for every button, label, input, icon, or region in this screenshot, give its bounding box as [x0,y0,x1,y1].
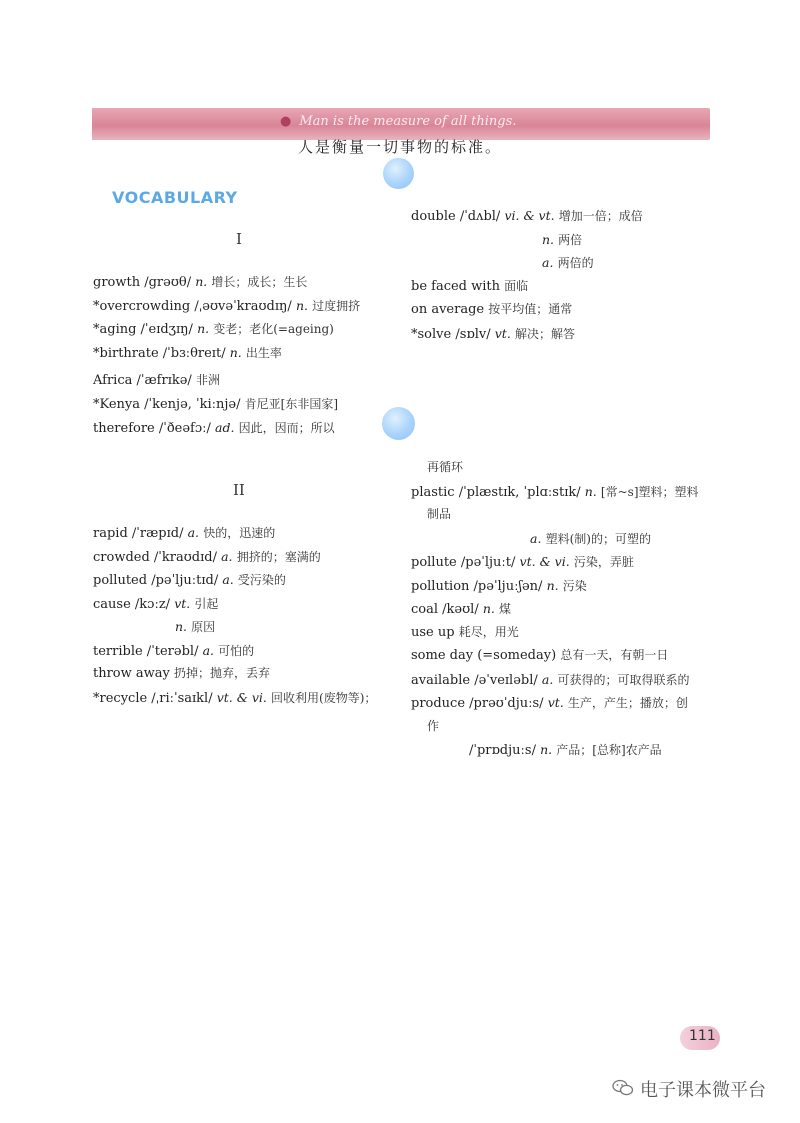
vocab-entry [411,228,643,252]
definition: 耗尽，用光 [458,624,519,639]
decor-bubble-top [383,158,414,189]
right-list-top [411,204,643,345]
vocab-entry [93,545,376,569]
definition: 再循环 [427,460,464,474]
definition: 拥挤的；塞满的 [236,549,321,564]
vocab-entry [411,456,699,480]
headword: on average [411,302,485,317]
definition: 变老；老化(=ageing) [213,322,334,336]
vocab-entry [93,521,376,545]
vocab-entry [411,204,643,228]
vocab-entry [411,691,699,715]
definition: 引起 [194,596,219,611]
definition: 可获得的；可取得联系的 [557,672,690,687]
vocab-entry [411,251,643,275]
definition: 煤 [499,602,512,616]
vocab-entry [93,639,376,663]
vocab-entry [93,270,360,294]
part-of-speech: n. [546,577,559,593]
vocab-entry [93,416,338,440]
headword: *aging /ˈeɪdʒɪŋ/ [93,322,193,337]
definition: 非洲 [195,373,220,387]
definition: [常~s]塑料；塑料 [600,484,699,499]
wechat-icon [612,1079,634,1097]
right-list-bottom [411,456,699,762]
definition: 肯尼亚[东非国家] [244,396,339,411]
definition: 按平均值；通常 [488,302,573,316]
banner-quote-en [280,114,516,129]
decor-bubble-middle [382,407,415,440]
headword: pollution /pəˈljuːʃən/ [411,578,543,594]
vocab-entry [411,621,699,645]
banner-quote-cn: 人是衡量一切事物的标准。 [298,138,503,156]
headword: plastic /ˈplæstɪk, ˈplɑːstɪk/ [411,484,581,500]
definition: 污染 [562,578,587,593]
headword: *recycle /ˌriːˈsaɪkl/ [93,690,213,706]
definition: 制品 [427,507,452,521]
vocab-entry [411,574,699,598]
vocabulary-title: VOCABULARY [112,188,238,207]
headword: double /ˈdʌbl/ [411,209,501,224]
vocab-entry [93,393,338,417]
vocab-entry [411,644,699,668]
vocab-entry [411,503,699,527]
vocab-entry [93,662,376,686]
definition: 过度拥挤 [312,298,361,313]
headword: coal /kəʊl/ [411,602,479,617]
definition: 污染，弄脏 [573,555,634,569]
vocab-entry [93,294,360,318]
definition: 出生率 [245,345,282,360]
vocab-entry [93,341,360,365]
vocab-entry [411,275,643,299]
headword: available /əˈveɪləbl/ [411,672,538,688]
headword: some day (=someday) [411,648,557,663]
definition: 生产，产生；播放；创 [567,696,688,710]
vocab-entry [411,738,699,762]
headword: growth /grəʊθ/ [93,275,192,290]
part-of-speech: n. [584,483,597,499]
headword: use up [411,624,455,640]
headword: *overcrowding /ˌəʊvəˈkraʊdɪŋ/ [93,298,292,314]
definition: 可怕的 [218,643,255,658]
vocab-entry [93,615,376,639]
section-1-list [93,270,360,364]
watermark-text: 电子课本微平台 [640,1080,766,1101]
part-of-speech: n. [542,231,555,247]
part-of-speech: n. [195,274,208,289]
headword: *Kenya /ˈkenjə, ˈkiːnjə/ [93,396,241,412]
definition: 因此，因而；所以 [238,421,335,435]
definition: 增加一倍；成倍 [558,209,643,223]
headword: rapid /ˈræpɪd/ [93,526,184,541]
part-of-speech: ad. [215,420,235,435]
definition: 解决；解答 [514,326,575,341]
headword: therefore /ˈðeəfɔː/ [93,421,211,436]
vocab-entry [411,550,699,574]
definition: 塑料(制)的；可塑的 [545,531,651,546]
vocab-entry [93,686,376,710]
headword: Africa /ˈæfrɪkə/ [93,373,192,388]
definition: 作 [427,718,440,733]
section-2-list [93,521,376,709]
vocab-entry [411,668,699,692]
part-of-speech: vt. [547,695,564,710]
headword: cause /kɔːz/ [93,596,171,612]
headword: polluted /pəˈljuːtɪd/ [93,573,219,588]
vocab-entry [411,527,699,551]
part-of-speech: a. [221,548,233,564]
vocab-entry [93,369,338,393]
part-of-speech: vi. & vt. [504,208,555,223]
vocab-entry [93,568,376,592]
headword: throw away [93,666,170,681]
definition: 产品；[总称]农产品 [556,743,662,757]
banner-quote-text: Man is the measure of all things. [299,114,517,129]
vocab-entry [411,322,643,346]
vocab-entry [411,597,699,621]
section-numeral-2: II [233,481,245,499]
definition: 两倍 [558,232,583,247]
headword: terrible /ˈterəbl/ [93,643,199,659]
part-of-speech: vt. & vi. [216,689,267,705]
part-of-speech: a. [542,255,554,270]
part-of-speech: n. [540,742,553,757]
definition: 原因 [191,620,216,634]
vocab-entry [93,317,360,341]
section-numeral-1: I [236,230,242,248]
vocab-entry [411,298,643,322]
definition: 受污染的 [237,573,286,587]
page-number: 111 [689,1028,716,1044]
definition: 增长；成长；生长 [211,275,308,289]
vocab-entry [93,592,376,616]
bullet-icon: ● [280,114,292,129]
section-1-list-b [93,369,338,440]
part-of-speech: n. [175,619,188,634]
part-of-speech: a. [541,671,554,687]
definition: 快的，迅速的 [203,526,276,540]
headword: /ˈprɒdjuːs/ [469,743,536,758]
part-of-speech: a. [202,642,215,658]
definition: 扔掉；抛弃，丢弃 [174,666,271,680]
definition: 面临 [504,278,529,293]
headword: pollute /pəˈljuːt/ [411,555,516,570]
part-of-speech: n. [295,297,308,313]
vocab-entry [411,715,699,739]
headword: *solve /sɒlv/ [411,326,491,342]
part-of-speech: n. [197,321,210,336]
part-of-speech: vt. [174,595,191,611]
headword: *birthrate /ˈbɜːθreɪt/ [93,345,226,361]
headword: crowded /ˈkraʊdɪd/ [93,549,217,565]
vocab-entry [411,480,699,504]
part-of-speech: vt. & vi. [519,554,570,569]
part-of-speech: a. [222,572,234,587]
headword: be faced with [411,278,501,294]
definition: 总有一天，有朝一日 [560,648,669,662]
part-of-speech: n. [482,601,495,616]
definition: 两倍的 [557,256,594,270]
part-of-speech: a. [530,530,542,546]
part-of-speech: vt. [494,325,511,341]
part-of-speech: n. [229,344,242,360]
headword: produce /prəʊˈdjuːs/ [411,696,544,711]
definition: 回收利用(废物等)； [271,690,377,705]
part-of-speech: a. [187,525,200,540]
